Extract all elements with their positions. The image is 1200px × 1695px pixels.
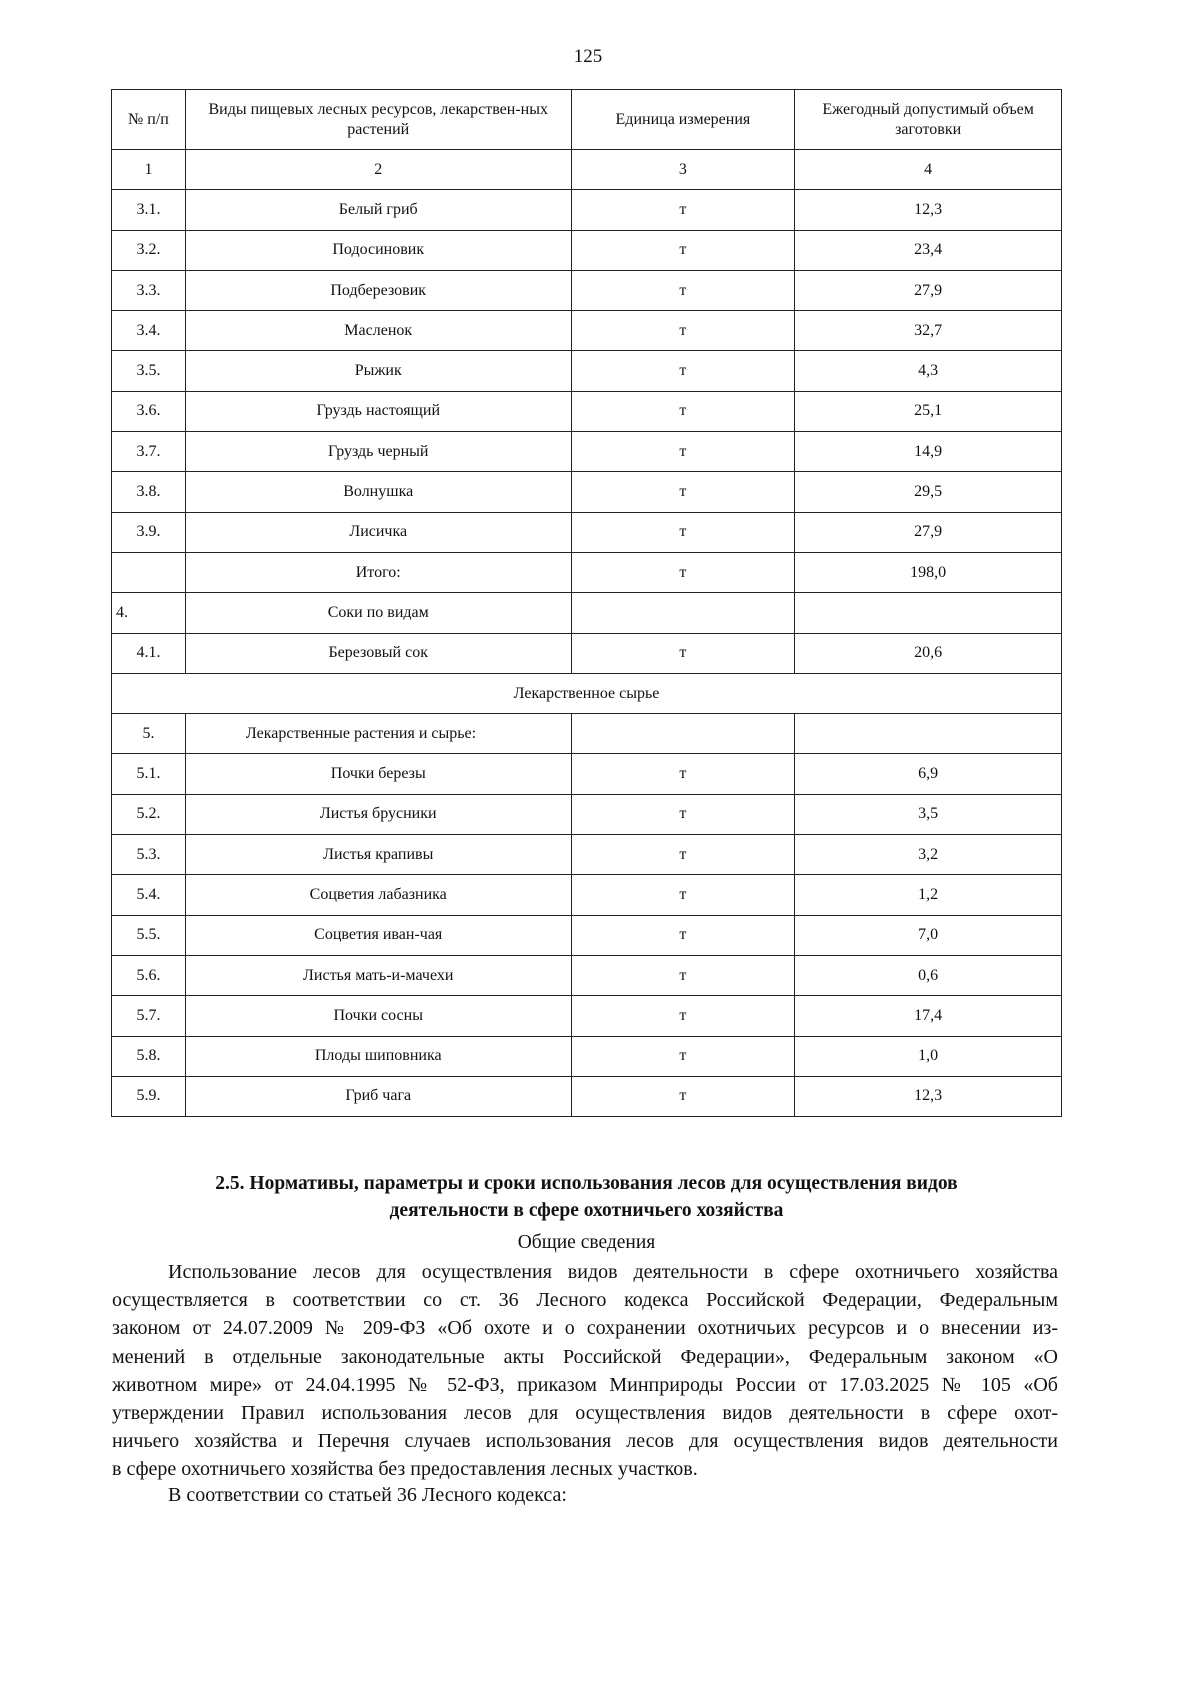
- cell: 3: [571, 150, 795, 190]
- row-number: 5.: [112, 714, 186, 754]
- table-row: [112, 512, 1062, 552]
- row-number: 3.2.: [112, 230, 186, 270]
- paragraph-line: законом от 24.07.2009 № 209-ФЗ «Об охоте и о сохранении охотничьих ресурсов и о внесении из-: [112, 1317, 1058, 1340]
- annual-volume: 198,0: [795, 552, 1062, 592]
- row-number: 5.5.: [112, 915, 186, 955]
- resource-name: Рыжик: [185, 351, 571, 391]
- header-annual-volume: Ежегодный допустимый объем заготовки: [795, 90, 1062, 150]
- unit: т: [571, 1036, 795, 1076]
- annual-volume: 32,7: [795, 311, 1062, 351]
- row-number: 5.4.: [112, 875, 186, 915]
- row-number: 3.3.: [112, 270, 186, 310]
- unit: т: [571, 391, 795, 431]
- table-row: [112, 754, 1062, 794]
- row-number: 3.6.: [112, 391, 186, 431]
- table-row: [112, 794, 1062, 834]
- row-number: [112, 552, 186, 592]
- body-paragraph: [112, 1258, 1058, 1484]
- unit: т: [571, 432, 795, 472]
- annual-volume: 27,9: [795, 512, 1062, 552]
- row-number: 3.4.: [112, 311, 186, 351]
- unit: т: [571, 190, 795, 230]
- unit: т: [571, 472, 795, 512]
- annual-volume: 6,9: [795, 754, 1062, 794]
- row-number: 3.5.: [112, 351, 186, 391]
- column-numbers-row: [112, 150, 1062, 190]
- annual-volume: 3,2: [795, 835, 1062, 875]
- resource-name: Белый гриб: [185, 190, 571, 230]
- table-row: [112, 351, 1062, 391]
- table-row: [112, 633, 1062, 673]
- unit: т: [571, 754, 795, 794]
- resource-name: Масленок: [185, 311, 571, 351]
- row-number: 5.7.: [112, 996, 186, 1036]
- section-label: Лекарственное сырье: [112, 673, 1062, 713]
- row-number: 3.1.: [112, 190, 186, 230]
- table-row: [112, 552, 1062, 592]
- unit: т: [571, 270, 795, 310]
- table-row: [112, 391, 1062, 431]
- table-row: [112, 955, 1062, 995]
- table-row: [112, 190, 1062, 230]
- annual-volume: 1,2: [795, 875, 1062, 915]
- resource-name: Итого:: [185, 552, 571, 592]
- unit: т: [571, 915, 795, 955]
- annual-volume: 3,5: [795, 794, 1062, 834]
- resource-name: Листья крапивы: [185, 835, 571, 875]
- annual-volume: 27,9: [795, 270, 1062, 310]
- unit: т: [571, 875, 795, 915]
- row-number: 5.3.: [112, 835, 186, 875]
- paragraph-line: в сфере охотничьего хозяйства без предоставления лесных участков.: [112, 1458, 698, 1481]
- annual-volume: 29,5: [795, 472, 1062, 512]
- resource-name: Гриб чага: [185, 1076, 571, 1116]
- annual-volume: [795, 714, 1062, 754]
- table-row: [112, 1036, 1062, 1076]
- unit: т: [571, 311, 795, 351]
- unit: т: [571, 512, 795, 552]
- header-number: № п/п: [112, 90, 186, 150]
- table-row: [112, 1076, 1062, 1116]
- table-row: [112, 593, 1062, 633]
- resource-name: Груздь черный: [185, 432, 571, 472]
- row-number: 5.6.: [112, 955, 186, 995]
- cell: 4: [795, 150, 1062, 190]
- unit: т: [571, 552, 795, 592]
- annual-volume: 17,4: [795, 996, 1062, 1036]
- unit: т: [571, 633, 795, 673]
- table-row: [112, 714, 1062, 754]
- forest-resources-table: [111, 89, 1062, 1117]
- annual-volume: 20,6: [795, 633, 1062, 673]
- annual-volume: 12,3: [795, 190, 1062, 230]
- resource-name: Лисичка: [185, 512, 571, 552]
- row-number: 3.7.: [112, 432, 186, 472]
- row-number: 4.: [112, 593, 186, 633]
- annual-volume: 7,0: [795, 915, 1062, 955]
- resource-name: Лекарственные растения и сырье:: [185, 714, 571, 754]
- header-unit: Единица измерения: [571, 90, 795, 150]
- section-heading: [111, 1170, 1062, 1224]
- unit: т: [571, 351, 795, 391]
- table-row: [112, 915, 1062, 955]
- unit: т: [571, 955, 795, 995]
- unit: т: [571, 230, 795, 270]
- row-number: 3.8.: [112, 472, 186, 512]
- paragraph-line: утверждении Правил использования лесов для осуществления видов деятельности в сфере охот-: [112, 1402, 1058, 1425]
- row-number: 4.1.: [112, 633, 186, 673]
- header-resource-type: Виды пищевых лесных ресурсов, лекарствен-ных растений: [185, 90, 571, 150]
- resource-name: Подосиновик: [185, 230, 571, 270]
- row-number: 5.8.: [112, 1036, 186, 1076]
- resource-name: Плоды шиповника: [185, 1036, 571, 1076]
- annual-volume: 14,9: [795, 432, 1062, 472]
- resource-name: Почки березы: [185, 754, 571, 794]
- unit: т: [571, 1076, 795, 1116]
- resource-name: Волнушка: [185, 472, 571, 512]
- row-number: 5.1.: [112, 754, 186, 794]
- resource-name: Листья мать-и-мачехи: [185, 955, 571, 995]
- paragraph-line: Использование лесов для осуществления видов деятельности в сфере охотничьего хозяйства: [168, 1261, 1058, 1283]
- unit: т: [571, 794, 795, 834]
- table-row: [112, 996, 1062, 1036]
- table-row: [112, 311, 1062, 351]
- annual-volume: 1,0: [795, 1036, 1062, 1076]
- resource-name: Соцветия иван-чая: [185, 915, 571, 955]
- section-row: [112, 673, 1062, 713]
- row-number: 5.2.: [112, 794, 186, 834]
- table-row: [112, 835, 1062, 875]
- resource-name: Соцветия лабазника: [185, 875, 571, 915]
- table-row: [112, 230, 1062, 270]
- annual-volume: 25,1: [795, 391, 1062, 431]
- row-number: 3.9.: [112, 512, 186, 552]
- unit: [571, 593, 795, 633]
- resource-name: Березовый сок: [185, 633, 571, 673]
- page-number: 125: [573, 46, 603, 67]
- table-row: [112, 270, 1062, 310]
- resource-name: Подберезовик: [185, 270, 571, 310]
- body-paragraph-2: В соответствии со статьей 36 Лесного кодекса:: [168, 1484, 567, 1506]
- table-row: [112, 875, 1062, 915]
- annual-volume: 12,3: [795, 1076, 1062, 1116]
- cell: 2: [185, 150, 571, 190]
- paragraph-line: животном мире» от 24.04.1995 № 52-ФЗ, приказом Минприроды России от 17.03.2025 № 105 «Об: [112, 1373, 1058, 1396]
- resource-name: Листья брусники: [185, 794, 571, 834]
- annual-volume: 4,3: [795, 351, 1062, 391]
- table-header-row: [112, 90, 1062, 150]
- resource-name: Соки по видам: [185, 593, 571, 633]
- section-heading-line: деятельности в сфере охотничьего хозяйства: [389, 1200, 784, 1221]
- table-row: [112, 432, 1062, 472]
- annual-volume: [795, 593, 1062, 633]
- unit: т: [571, 835, 795, 875]
- section-heading-line: 2.5. Нормативы, параметры и сроки использования лесов для осуществления видов: [215, 1173, 958, 1194]
- table-row: [112, 472, 1062, 512]
- annual-volume: 23,4: [795, 230, 1062, 270]
- paragraph-line: ничьего хозяйства и Перечня случаев использования лесов для осуществления видов деятельности: [112, 1430, 1058, 1453]
- subheading: Общие сведения: [517, 1232, 656, 1253]
- resource-name: Груздь настоящий: [185, 391, 571, 431]
- cell: 1: [112, 150, 186, 190]
- resource-name: Почки сосны: [185, 996, 571, 1036]
- unit: [571, 714, 795, 754]
- row-number: 5.9.: [112, 1076, 186, 1116]
- paragraph-line: осуществляется в соответствии со ст. 36 Лесного кодекса Российской Федерации, Федеральным: [112, 1289, 1058, 1312]
- unit: т: [571, 996, 795, 1036]
- paragraph-line: менений в отдельные законодательные акты Российской Федерации», Федеральным законом «О: [112, 1345, 1058, 1368]
- annual-volume: 0,6: [795, 955, 1062, 995]
